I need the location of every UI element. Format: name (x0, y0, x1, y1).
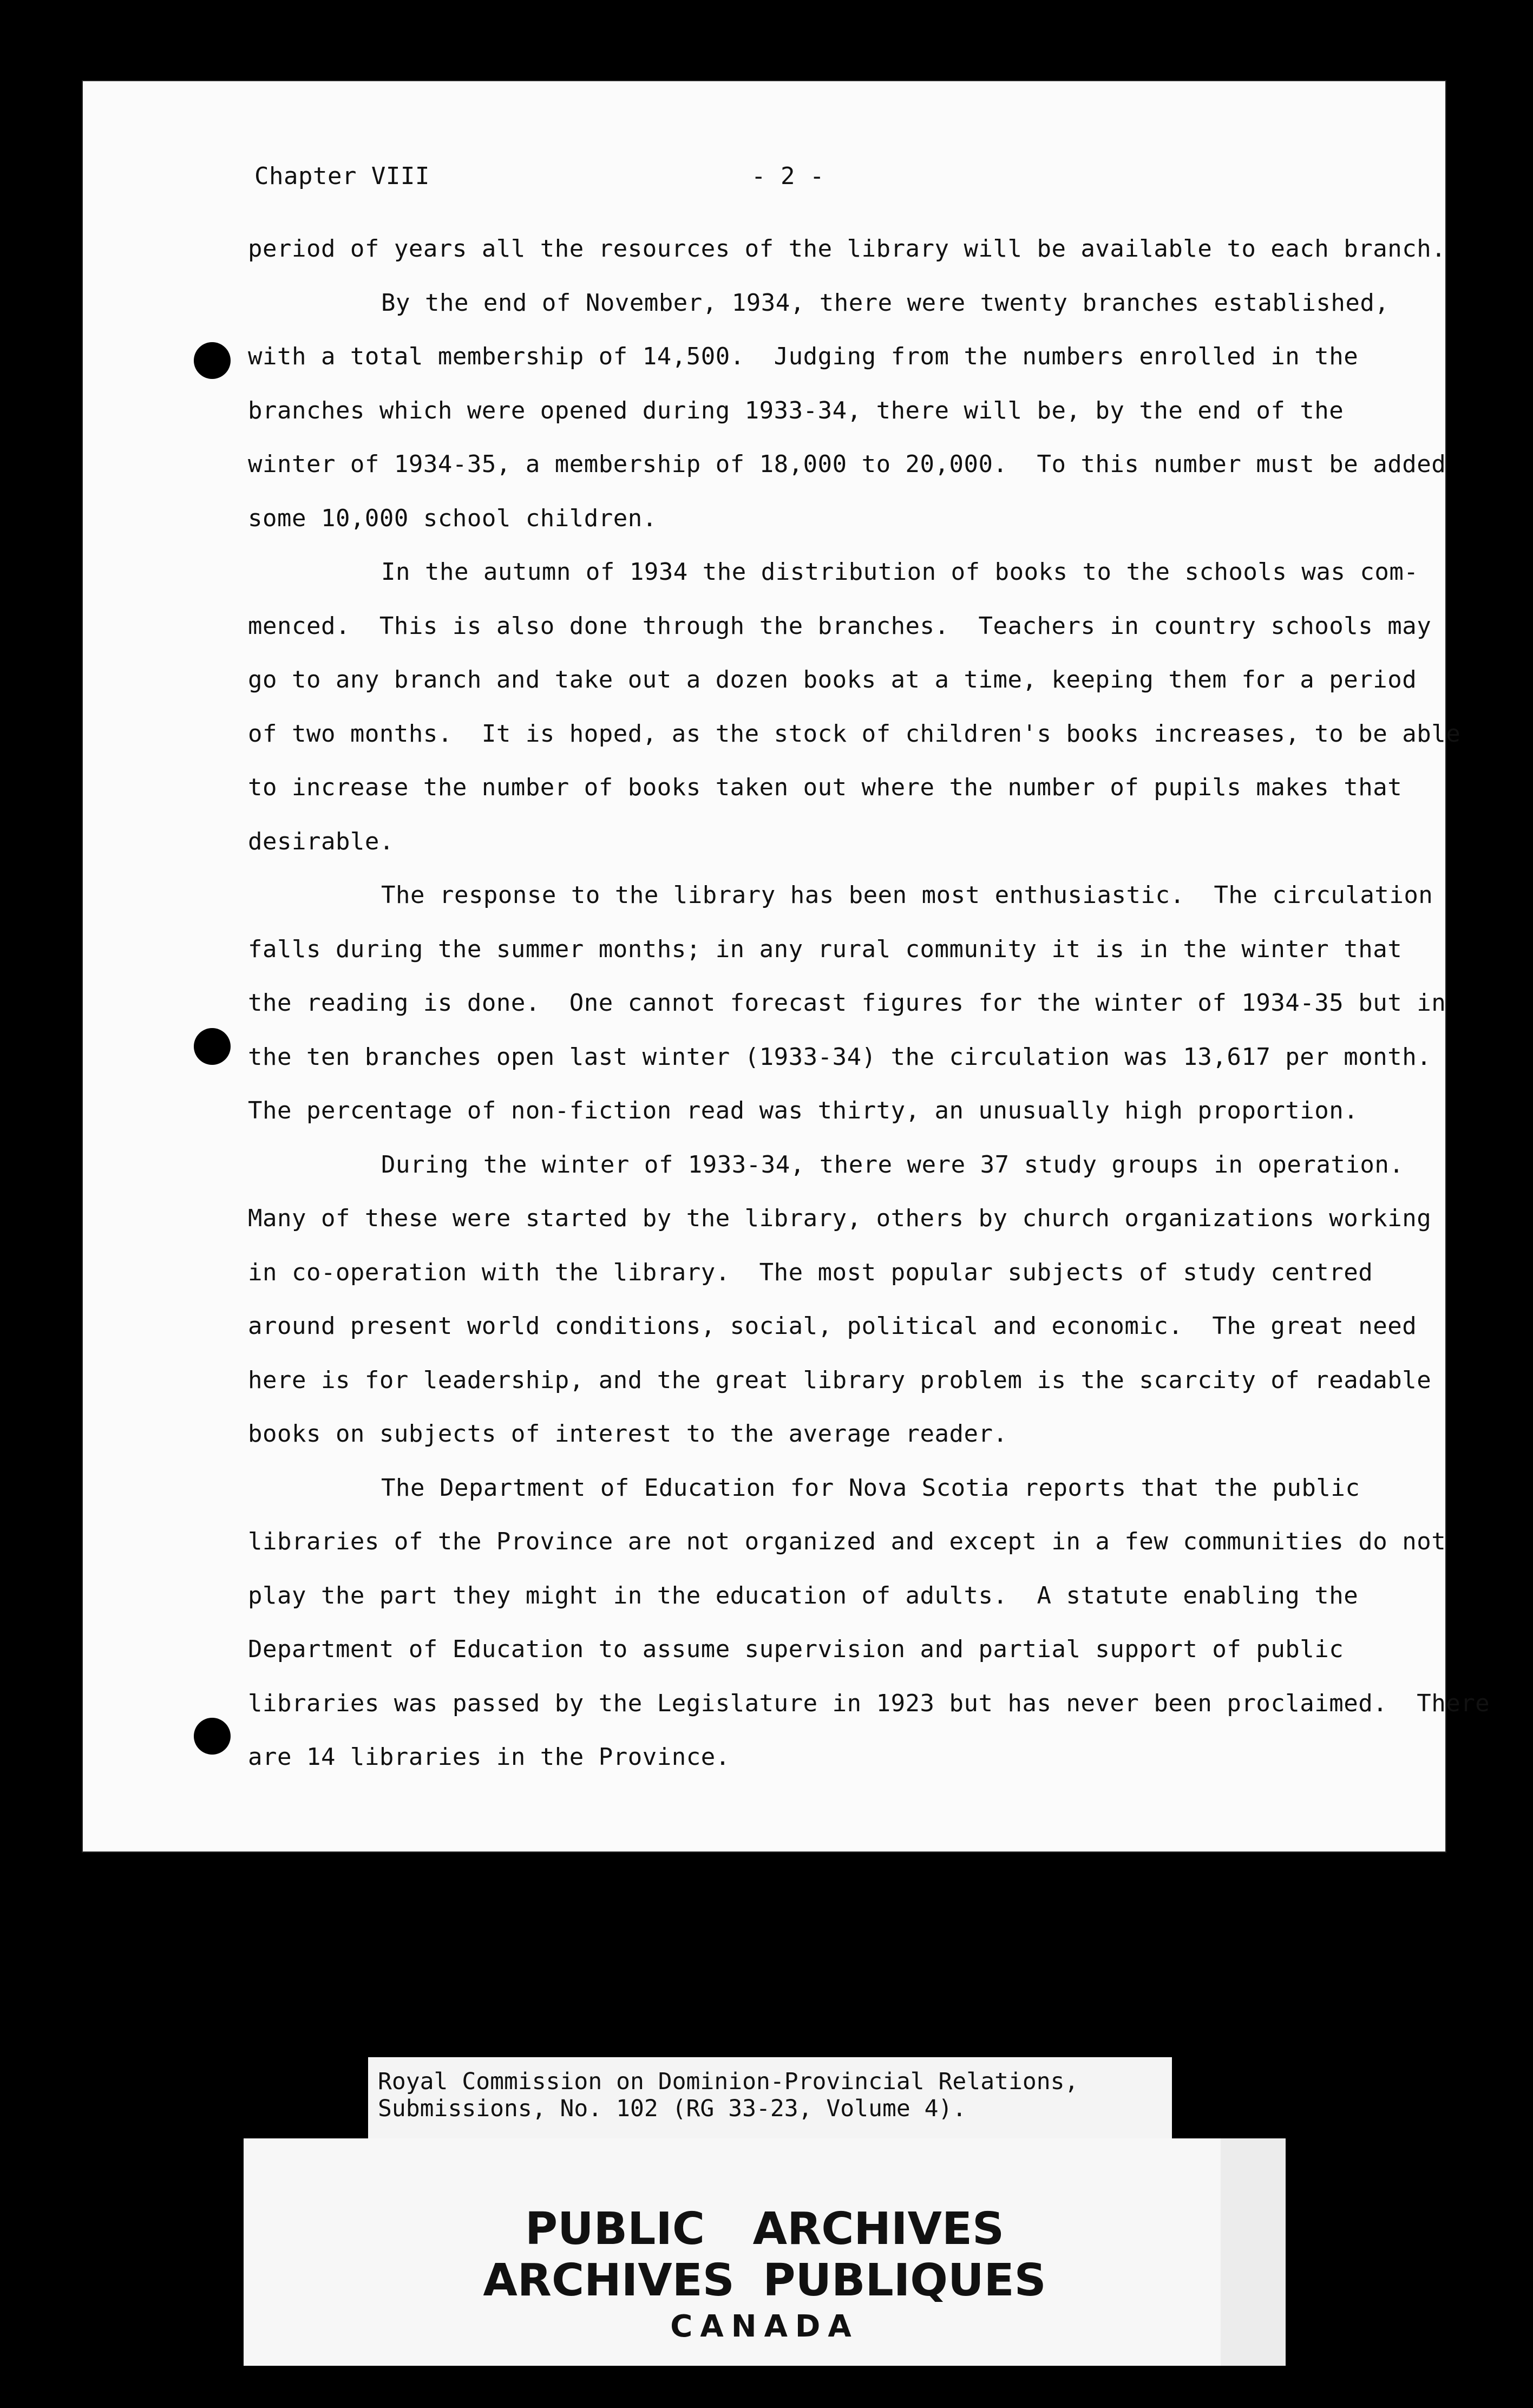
text-line: During the winter of 1933-34, there were 37 study groups in operation. (381, 1150, 1404, 1179)
text-line: falls during the summer months; in any rural community it is in the winter that (248, 935, 1403, 963)
text-line: the reading is done. One cannot forecast figures for the winter of 1934-35 but in (248, 989, 1446, 1017)
text-line: The response to the library has been most enthusiastic. The circulation (381, 881, 1433, 909)
text-line: Many of these were started by the library, others by church organizations working (248, 1205, 1432, 1232)
page-number: - 2 - (751, 162, 824, 190)
text-line: winter of 1934-35, a membership of 18,000 to 20,000. To this number must be added (248, 450, 1446, 478)
text-line: here is for leadership, and the great library problem is the scarcity of readable (248, 1366, 1432, 1394)
text-line: books on subjects of interest to the average reader. (248, 1420, 1008, 1448)
archive-stamp (244, 2138, 1286, 2366)
text-line: The percentage of non-fiction read was thirty, an unusually high proportion. (248, 1097, 1359, 1124)
text-line: By the end of November, 1934, there were twenty branches established, (381, 289, 1390, 317)
punch-hole (194, 1718, 231, 1755)
text-line: the ten branches open last winter (1933-34) the circulation was 13,617 per month. (248, 1043, 1432, 1071)
text-line: around present world conditions, social, political and economic. The great need (248, 1312, 1417, 1340)
text-line: libraries was passed by the Legislature in 1923 but has never been proclaimed. There (248, 1689, 1490, 1717)
text-line: In the autumn of 1934 the distribution of books to the schools was com- (381, 558, 1419, 586)
text-line: with a total membership of 14,500. Judging from the numbers enrolled in the (248, 343, 1359, 370)
citation-label (368, 2057, 1172, 2138)
text-line: of two months. It is hoped, as the stock of children's books increases, to be able (248, 719, 1461, 748)
text-line: The Department of Education for Nova Scotia reports that the public (381, 1474, 1360, 1502)
punch-hole (194, 1028, 231, 1065)
text-line: to increase the number of books taken out where the number of pupils makes that (248, 774, 1403, 801)
text-line: desirable. (248, 827, 394, 855)
text-line: menced. This is also done through the branches. Teachers in country schools may (248, 612, 1432, 640)
punch-hole (194, 342, 231, 379)
text-line: libraries of the Province are not organized and except in a few communities do not (248, 1528, 1446, 1555)
text-line: branches which were opened during 1933-34, there will be, by the end of the (248, 396, 1344, 424)
page-header (254, 162, 904, 195)
citation-line: Submissions, No. 102 (RG 33-23, Volume 4). (378, 2095, 967, 2122)
text-line: go to any branch and take out a dozen books at a time, keeping them for a period (248, 666, 1417, 693)
text-line: period of years all the resources of the library will be available to each branch. (248, 235, 1446, 263)
citation-line: Royal Commission on Dominion-Provincial Relations, (378, 2068, 1079, 2095)
text-line: in co-operation with the library. The most popular subjects of study centred (248, 1258, 1373, 1286)
stamp-line-english: PUBLIC ARCHIVES (525, 2203, 1005, 2255)
text-line: Department of Education to assume supervision and partial support of public (248, 1635, 1344, 1663)
text-line: are 14 libraries in the Province. (248, 1743, 730, 1771)
text-line: some 10,000 school children. (248, 504, 657, 532)
chapter-heading: Chapter VIII (254, 162, 430, 190)
stamp-edge (1221, 2138, 1286, 2366)
stamp-line-french: ARCHIVES PUBLIQUES (483, 2255, 1046, 2306)
stamp-line-country: CANADA (670, 2309, 859, 2344)
text-line: play the part they might in the education of adults. A statute enabling the (248, 1581, 1359, 1609)
body-text (248, 222, 1490, 1784)
